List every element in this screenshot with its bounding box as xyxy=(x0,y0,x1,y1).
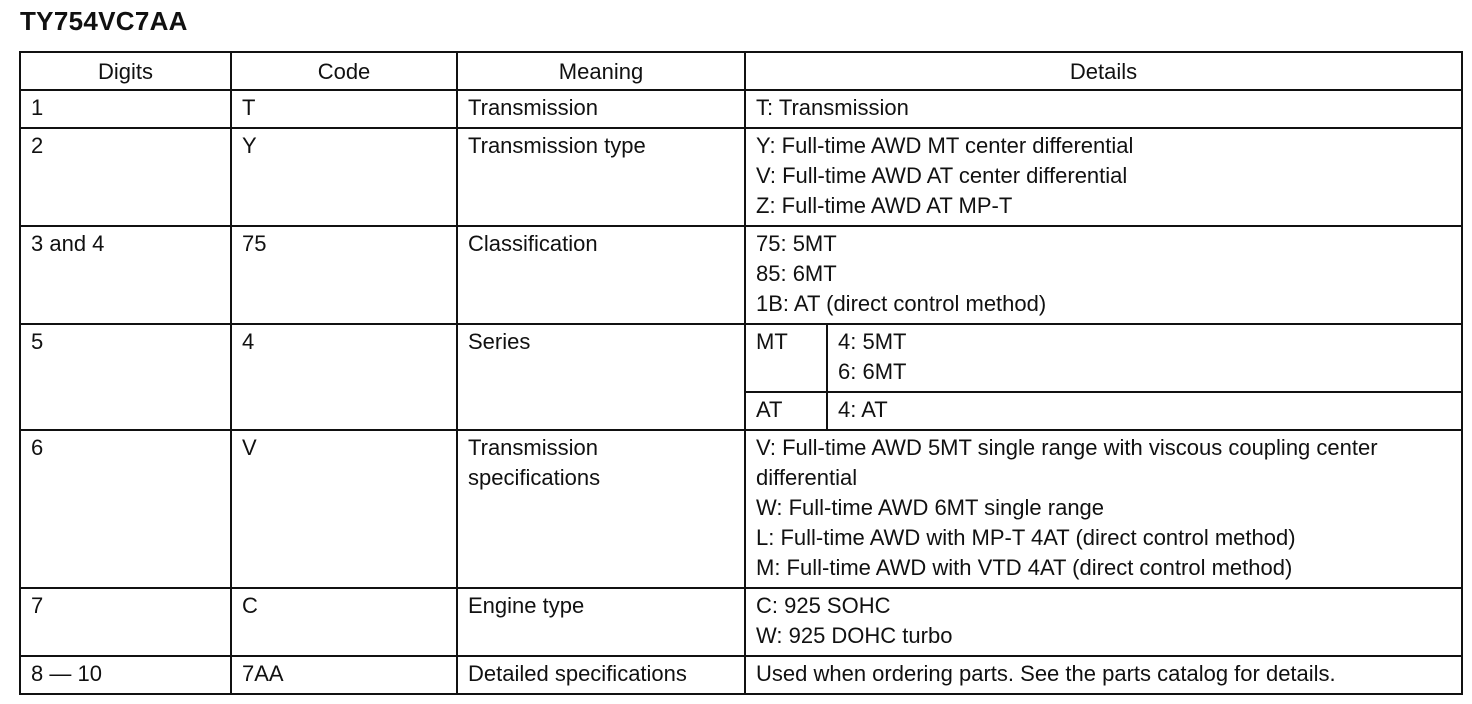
code-cell: 7AA xyxy=(231,656,457,694)
detail-line: 1B: AT (direct control method) xyxy=(756,291,1047,316)
series-values xyxy=(827,392,1461,429)
digits-cell: 8 — 10 xyxy=(20,656,231,694)
details-cell xyxy=(745,430,1462,588)
code-cell: 4 xyxy=(231,324,457,430)
header-digits: Digits xyxy=(20,52,231,90)
series-values xyxy=(827,325,1461,392)
table-row xyxy=(20,588,1462,656)
code-cell: T xyxy=(231,90,457,128)
detail-line: 4: AT xyxy=(838,397,888,422)
code-breakdown-table xyxy=(19,51,1463,695)
header-meaning: Meaning xyxy=(457,52,745,90)
code-cell: Y xyxy=(231,128,457,226)
document-title: TY754VC7AA xyxy=(20,6,188,36)
meaning-cell: Detailed specifications xyxy=(457,656,745,694)
details-cell xyxy=(745,656,1462,694)
detail-line: 6: 6MT xyxy=(838,359,907,384)
digits-cell: 7 xyxy=(20,588,231,656)
table-header-row xyxy=(20,52,1462,90)
detail-line: Used when ordering parts. See the parts catalog for details. xyxy=(756,661,1336,686)
digits-cell: 2 xyxy=(20,128,231,226)
detail-line: W: Full-time AWD 6MT single range xyxy=(756,495,1105,520)
digits-cell: 6 xyxy=(20,430,231,588)
detail-line: Z: Full-time AWD AT MP-T xyxy=(756,193,1013,218)
header-code: Code xyxy=(231,52,457,90)
digits-cell: 5 xyxy=(20,324,231,430)
detail-line: T: Transmission xyxy=(756,95,909,120)
meaning-cell: Transmission xyxy=(457,90,745,128)
detail-line: 75: 5MT xyxy=(756,231,837,256)
series-row xyxy=(746,392,1461,429)
series-subtable xyxy=(746,325,1461,429)
table-row xyxy=(20,90,1462,128)
table-row xyxy=(20,128,1462,226)
series-label: AT xyxy=(746,392,827,429)
details-cell xyxy=(745,226,1462,324)
header-details: Details xyxy=(745,52,1462,90)
digits-cell: 3 and 4 xyxy=(20,226,231,324)
details-cell xyxy=(745,324,1462,430)
meaning-cell: Transmission specifications xyxy=(457,430,745,588)
detail-line: V: Full-time AWD AT center differential xyxy=(756,163,1128,188)
meaning-cell: Engine type xyxy=(457,588,745,656)
table-row xyxy=(20,226,1462,324)
meaning-cell: Series xyxy=(457,324,745,430)
details-cell xyxy=(745,128,1462,226)
details-cell xyxy=(745,588,1462,656)
detail-line: V: Full-time AWD 5MT single range with viscous coupling center differential xyxy=(756,435,1378,490)
code-cell: V xyxy=(231,430,457,588)
digits-cell: 1 xyxy=(20,90,231,128)
detail-line: 4: 5MT xyxy=(838,329,907,354)
detail-line: L: Full-time AWD with MP-T 4AT (direct control method) xyxy=(756,525,1296,550)
table-row xyxy=(20,656,1462,694)
series-row xyxy=(746,325,1461,392)
detail-line: C: 925 SOHC xyxy=(756,593,891,618)
table-row xyxy=(20,430,1462,588)
meaning-cell: Transmission type xyxy=(457,128,745,226)
table-row xyxy=(20,324,1462,430)
code-cell: 75 xyxy=(231,226,457,324)
detail-line: Y: Full-time AWD MT center differential xyxy=(756,133,1134,158)
detail-line: W: 925 DOHC turbo xyxy=(756,623,953,648)
details-cell xyxy=(745,90,1462,128)
detail-line: 85: 6MT xyxy=(756,261,837,286)
meaning-cell: Classification xyxy=(457,226,745,324)
series-label: MT xyxy=(746,325,827,392)
detail-line: M: Full-time AWD with VTD 4AT (direct control method) xyxy=(756,555,1293,580)
code-cell: C xyxy=(231,588,457,656)
